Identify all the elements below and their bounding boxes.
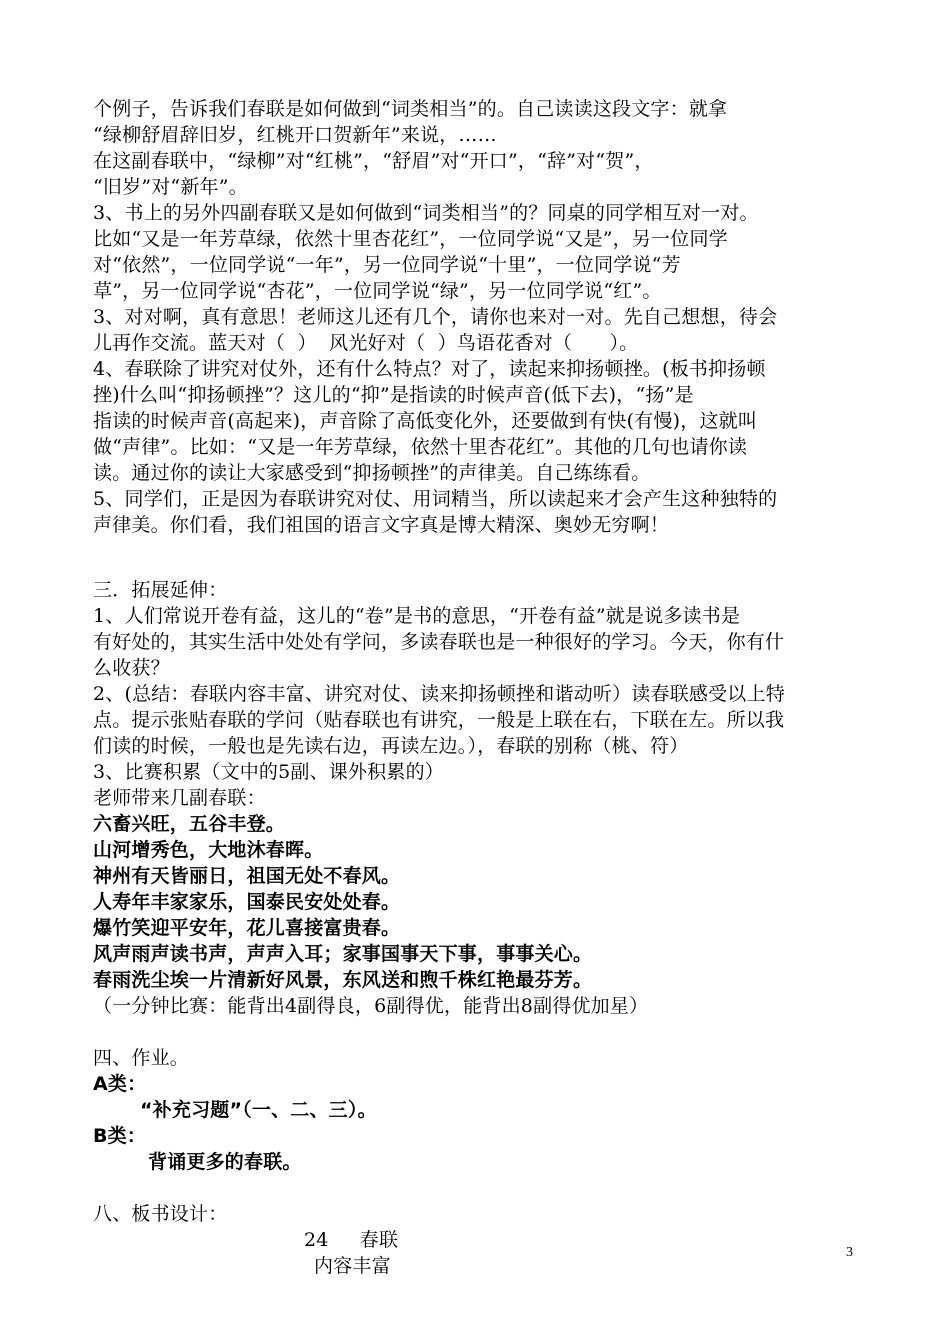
text-line: 3、书上的另外四副春联又是如何做到“词类相当”的？同桌的同学相互对一对。 [93,202,759,224]
text-line: 点。提示张贴春联的学问（贴春联也有讲究，一般是上联在右，下联在左。所以我 [93,709,785,731]
text-line: 么收获？ [93,657,170,679]
couplet-line: 爆竹笑迎平安年，花儿喜接富贵春。 [93,917,401,939]
text-line: 比如“又是一年芳草绿，依然十里杏花红”，一位同学说“又是”，另一位同学 [93,228,728,250]
text-line: 读。通过你的读让大家感受到“抑扬顿挫”的声律美。自己练练看。 [93,462,651,484]
couplet-line: 神州有天皆丽日，祖国无处不春风。 [93,865,401,887]
couplet-line: 春雨洗尘埃一片清新好风景，东风送和煦千株红艳最芬芳。 [93,969,593,991]
text-line: 声律美。你们看，我们祖国的语言文字真是博大精深、奥妙无穷啊！ [93,514,670,536]
text-line: 对“依然”，一位同学说“一年”，另一位同学说“十里”，一位同学说“芳 [93,254,681,276]
homework-item: “补充习题”（一、二、三）。 [140,1099,377,1121]
homework-category: B类： [93,1125,147,1147]
text-line: 个例子，告诉我们春联是如何做到“词类相当”的。自己读读这段文字：就拿 [93,98,728,120]
board-title: 24 春联 [304,1229,399,1251]
text-line: 1、人们常说开卷有益，这儿的“卷”是书的意思，“开卷有益”就是说多读书是 [93,605,741,627]
text-line: 挫)什么叫“抑扬顿挫”？这儿的“抑”是指读的时候声音(低下去)，“扬”是 [93,384,694,406]
page-number: 3 [846,1245,853,1260]
section-heading: 四、作业。 [93,1047,190,1069]
text-line: 有好处的，其实生活中处处有学问，多读春联也是一种很好的学习。今天，你有什 [93,631,785,653]
text-line: （一分钟比赛：能背出4副得良，6副得优，能背出8副得优加星） [93,995,649,1017]
text-line: 在这副春联中，“绿柳”对“红桃”，“舒眉”对“开口”，“辞”对“贺”， [93,150,654,172]
text-line: 们读的时候，一般也是先读右边，再读左边。），春联的别称（桃、符） [93,735,689,757]
section-heading: 三．拓展延伸： [93,579,228,601]
text-line: 3、对对啊，真有意思！老师这儿还有几个，请你也来对一对。先自己想想，待会 [93,306,778,328]
text-line: 做“声律”。比如：“又是一年芳草绿，依然十里杏花红”。其他的几句也请你读 [93,436,748,458]
text-line: 2、(总结：春联内容丰富、讲究对仗、读来抑扬顿挫和谐动听）读春联感受以上特 [93,683,785,705]
text-line: 5、同学们，正是因为春联讲究对仗、用词精当，所以读起来才会产生这种独特的 [93,488,778,510]
text-line: 3、比赛积累（文中的5副、课外积累的） [93,761,444,783]
couplet-line: 山河增秀色，大地沐春晖。 [93,839,324,861]
text-line: 儿再作交流。蓝天对（ ） 风光好对（ ）鸟语花香对（ ）。 [93,332,639,354]
text-line: 指读的时候声音(高起来)，声音除了高低变化外，还要做到有快(有慢)，这就叫 [93,410,758,432]
homework-category: A类： [93,1073,147,1095]
text-line: 老师带来几副春联： [93,787,266,809]
couplet-line: 人寿年丰家家乐，国泰民安处处春。 [93,891,401,913]
text-line: 4、春联除了讲究对仗外，还有什么特点？对了，读起来抑扬顿挫。(板书抑扬顿 [93,358,766,380]
text-line: “绿柳舒眉辞旧岁，红桃开口贺新年”来说，…… [93,124,497,146]
text-line: “旧岁”对“新年”。 [93,176,248,198]
homework-item: 背诵更多的春联。 [148,1151,302,1173]
text-line: 草”，另一位同学说“杏花”，一位同学说“绿”，另一位同学说“红”。 [93,280,662,302]
couplet-line: 风声雨声读书声，声声入耳；家事国事天下事，事事关心。 [93,943,593,965]
couplet-line: 六畜兴旺，五谷丰登。 [93,813,286,835]
section-heading: 八、板书设计： [93,1203,228,1225]
board-item: 内容丰富 [314,1255,391,1277]
